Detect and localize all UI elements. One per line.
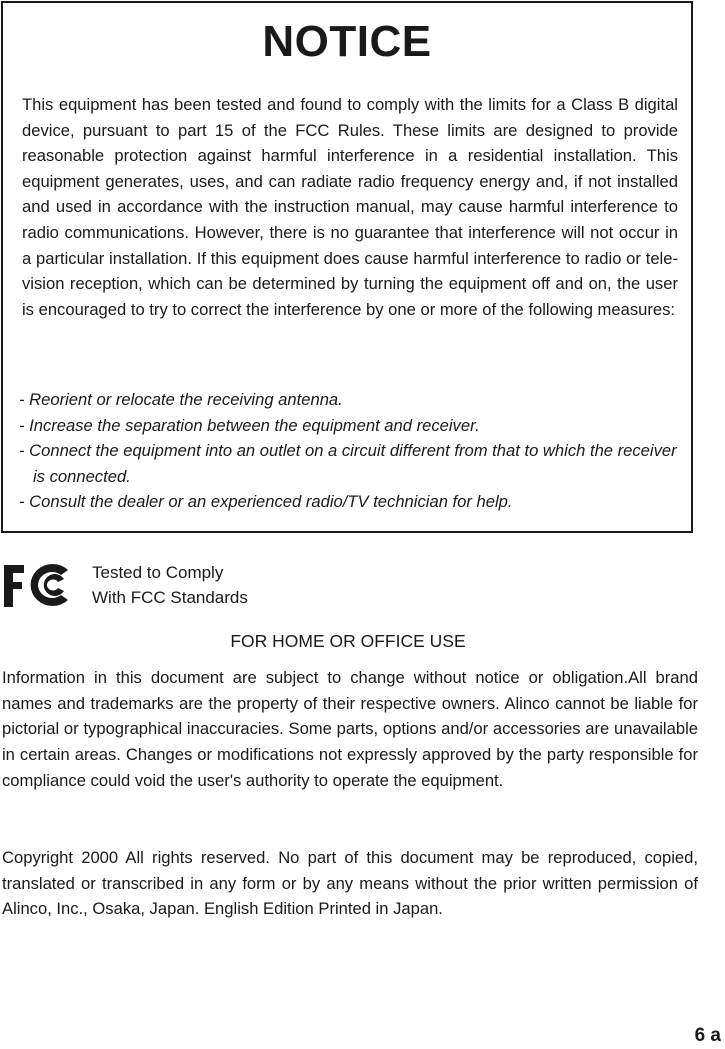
measure-item: - Reorient or relocate the receiving antenna. — [19, 390, 343, 409]
page-number: 6 a — [694, 1025, 721, 1046]
fcc-line-1: Tested to Comply — [92, 563, 224, 582]
fcc-line-2: With FCC Standards — [92, 588, 248, 607]
measure-item: - Consult the dealer or an experienced radio/TV technician for help. — [19, 492, 513, 512]
copyright-paragraph: Copyright 2000 All rights reserved. No part of this document may be reproduced, copied, translated or transcribed in any form or by any means without the prior written permission of Alinco, Inc., Osaka, Japan. English Edition Printed in Japan. — [2, 848, 698, 919]
measures-list — [19, 387, 679, 515]
fcc-compliance-text — [92, 560, 248, 610]
measure-item: - Increase the separation between the equipment and receiver. — [19, 415, 480, 435]
measure-item: - Connect the equipment into an outlet on a circuit different from that to which the receiver is connected. — [19, 441, 677, 486]
information-paragraph: Information in this document are subject to change without notice or obligation.All brand names and trademarks are the property of their respective owners. Alinco cannot be liable for pictorial or typographical inaccuracies. Some parts, options and/or accessories are unavailable in certain areas. Changes or modifications not expressly approved by the party responsible for compliance could void the user's authority to operate the equipment. — [2, 668, 698, 790]
notice-body: This equipment has been tested and found to comply with the limits for a Class B digital device, pursuant to part 15 of the FCC Rules. These limits are designed to provide reasonable protection against harmful interference in a residential installation. This equipment generates, uses, and can radiate radio frequency energy and, if not installed and used in accordance with the instruction manual, may cause harmful interference to radio communications. However, there is no guarantee that interference will not occur in a particular installation. If this equipment does cause harmful interference to radio or tele-vision reception, which can be determined by turning the equipment off and on, the user is encouraged to try to correct the interference by one or more of the following measures: — [22, 95, 678, 319]
home-office-use-heading: FOR HOME OR OFFICE USE — [230, 631, 466, 651]
notice-title: NOTICE — [262, 17, 432, 66]
fcc-logo-icon — [2, 561, 72, 609]
